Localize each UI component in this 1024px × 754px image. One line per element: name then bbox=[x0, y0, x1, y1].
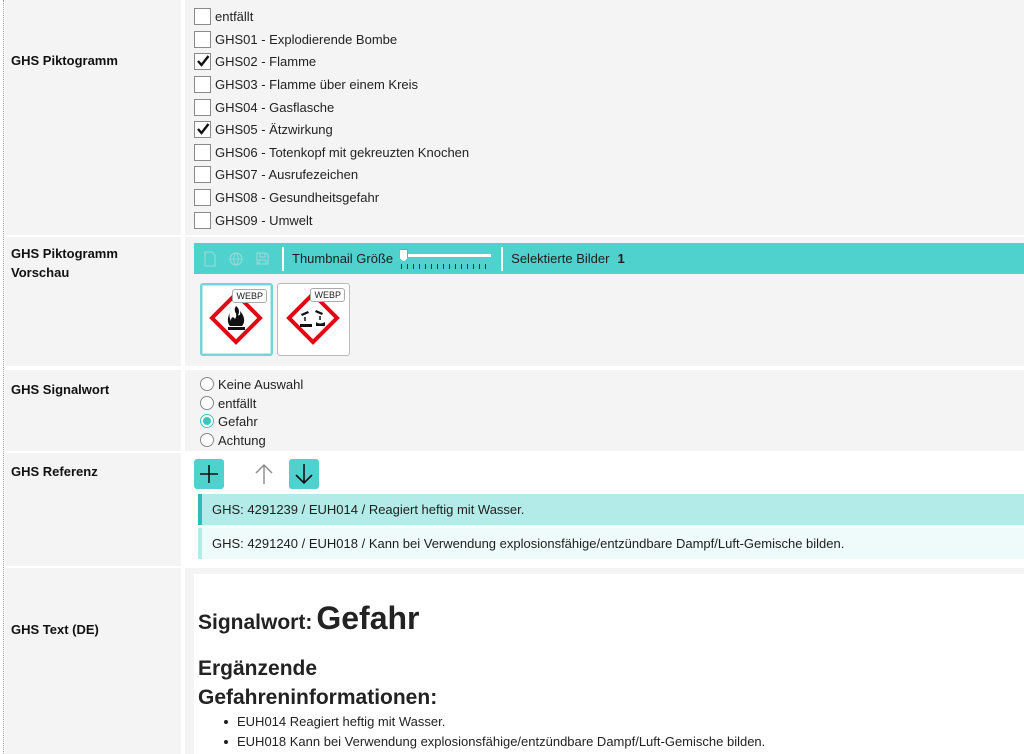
referenz-item[interactable] bbox=[198, 494, 1024, 525]
label-text-line1: GHS Piktogramm bbox=[11, 246, 118, 261]
checkbox-label: GHS04 - Gasflasche bbox=[215, 99, 335, 115]
label-ghs-text-de bbox=[5, 568, 181, 754]
checkbox-option[interactable] bbox=[194, 29, 397, 49]
checkbox-label: GHS08 - Gesundheitsgefahr bbox=[215, 189, 380, 205]
checkbox[interactable] bbox=[194, 31, 211, 48]
radio-label: Gefahr bbox=[218, 413, 258, 429]
referenz-item-text: GHS: 4291239 / EUH014 / Reagiert heftig mit Wasser. bbox=[212, 502, 525, 517]
label-ghs-vorschau bbox=[5, 237, 181, 366]
checkbox[interactable] bbox=[194, 166, 211, 183]
checkbox[interactable] bbox=[194, 212, 211, 229]
vorschau-panel bbox=[185, 237, 1024, 366]
referenz-item-text: GHS: 4291240 / EUH018 / Kann bei Verwendung explosionsfähige/entzündbare Dampf/Luft-Gemische bilden. bbox=[212, 536, 845, 551]
toolbar-separator bbox=[501, 247, 503, 271]
signalwort-options bbox=[185, 370, 1024, 451]
move-down-button[interactable] bbox=[289, 459, 319, 489]
radio-button[interactable] bbox=[200, 377, 214, 391]
slider-thumb[interactable] bbox=[399, 249, 408, 262]
radio-option[interactable] bbox=[200, 412, 258, 430]
list-item: EUH018 Kann bei Verwendung explosionsfähige/entzündbare Dampf/Luft-Gemische bilden. bbox=[220, 732, 765, 752]
row-ghs-piktogramm bbox=[5, 0, 1024, 235]
webp-badge: WEBP bbox=[310, 288, 345, 302]
label-text: GHS Signalwort bbox=[11, 382, 110, 397]
ghs-text-document bbox=[194, 574, 1024, 754]
checkbox-option[interactable] bbox=[194, 142, 469, 162]
checkbox-option[interactable] bbox=[194, 6, 253, 26]
signal-word-value: Gefahr bbox=[316, 600, 420, 636]
row-ghs-referenz bbox=[5, 453, 1024, 566]
pictogram-thumbnail-flame[interactable] bbox=[200, 283, 273, 356]
checkbox[interactable] bbox=[194, 121, 211, 138]
radio-button[interactable] bbox=[200, 396, 214, 410]
radio-button[interactable] bbox=[200, 433, 214, 447]
checkbox[interactable] bbox=[194, 8, 211, 25]
radio-label: Keine Auswahl bbox=[218, 376, 304, 392]
radio-option[interactable] bbox=[200, 394, 256, 412]
list-item: EUH014 Reagiert heftig mit Wasser. bbox=[220, 712, 765, 732]
supplementary-hazard-heading bbox=[198, 654, 498, 712]
new-file-icon[interactable] bbox=[200, 249, 220, 269]
checkbox-option[interactable] bbox=[194, 187, 379, 207]
checkbox-option[interactable] bbox=[194, 164, 358, 184]
checkbox-label: GHS02 - Flamme bbox=[215, 53, 317, 69]
radio-label: entfällt bbox=[218, 395, 257, 411]
label-ghs-referenz bbox=[5, 453, 181, 566]
checkbox-label: GHS09 - Umwelt bbox=[215, 212, 313, 228]
selected-images-count: 1 bbox=[617, 251, 625, 266]
row-ghs-text-de bbox=[5, 568, 1024, 754]
checkbox[interactable] bbox=[194, 189, 211, 206]
signal-word-line bbox=[198, 600, 419, 637]
label-ghs-signalwort bbox=[5, 370, 181, 451]
label-text: GHS Text (DE) bbox=[11, 622, 99, 637]
webp-badge: WEBP bbox=[232, 289, 267, 303]
heading-line1: Ergänzende bbox=[198, 657, 318, 680]
checkbox-label: GHS06 - Totenkopf mit gekreuzten Knochen bbox=[215, 144, 470, 160]
radio-option[interactable] bbox=[200, 431, 266, 449]
slider-track bbox=[401, 254, 491, 257]
pictogram-thumbnail-corrosion[interactable] bbox=[277, 283, 350, 356]
checkbox-label: GHS03 - Flamme über einem Kreis bbox=[215, 76, 419, 92]
left-border bbox=[3, 0, 4, 754]
checkbox-option[interactable] bbox=[194, 97, 334, 117]
label-text: GHS Piktogramm bbox=[11, 53, 118, 68]
save-icon[interactable] bbox=[252, 249, 272, 269]
checkbox-option[interactable] bbox=[194, 51, 316, 71]
web-icon[interactable] bbox=[226, 249, 246, 269]
checkbox-label: GHS01 - Explodierende Bombe bbox=[215, 31, 398, 47]
checkbox-label: GHS07 - Ausrufezeichen bbox=[215, 166, 359, 182]
piktogramm-options bbox=[185, 0, 1024, 235]
signal-word-label: Signalwort: bbox=[198, 611, 313, 634]
row-ghs-signalwort bbox=[5, 370, 1024, 451]
referenz-item[interactable] bbox=[198, 528, 1024, 559]
selected-images-label: Selektierte Bilder bbox=[511, 251, 610, 266]
checkbox-option[interactable] bbox=[194, 210, 313, 230]
preview-toolbar bbox=[194, 243, 1024, 274]
checkbox-option[interactable] bbox=[194, 119, 333, 139]
thumbnail-size-slider[interactable] bbox=[399, 247, 491, 271]
checkbox[interactable] bbox=[194, 76, 211, 93]
checkbox[interactable] bbox=[194, 99, 211, 116]
add-button[interactable] bbox=[194, 459, 224, 489]
label-text: GHS Referenz bbox=[11, 464, 98, 479]
checkbox-label: entfällt bbox=[215, 8, 254, 24]
text-de-panel bbox=[185, 568, 1024, 754]
slider-ticks bbox=[401, 264, 491, 269]
checkbox[interactable] bbox=[194, 53, 211, 70]
checkbox[interactable] bbox=[194, 144, 211, 161]
thumbnail-size-label: Thumbnail Größe bbox=[292, 251, 394, 266]
checkbox-label: GHS05 - Ätzwirkung bbox=[215, 121, 333, 137]
euh-bullet-list bbox=[220, 712, 765, 752]
arrow-down-icon bbox=[294, 463, 314, 485]
heading-line2: Gefahreninformationen: bbox=[198, 686, 438, 709]
label-ghs-piktogramm bbox=[5, 0, 181, 235]
toolbar-separator bbox=[282, 247, 284, 271]
plus-icon bbox=[199, 464, 219, 484]
radio-button[interactable] bbox=[200, 414, 214, 428]
radio-label: Achtung bbox=[218, 432, 266, 448]
referenz-panel bbox=[185, 453, 1024, 566]
row-ghs-vorschau bbox=[5, 237, 1024, 366]
radio-option[interactable] bbox=[200, 375, 303, 393]
checkbox-option[interactable] bbox=[194, 74, 418, 94]
move-up-button[interactable] bbox=[249, 459, 279, 489]
label-text-line2: Vorschau bbox=[11, 265, 70, 280]
arrow-up-icon bbox=[254, 463, 274, 485]
